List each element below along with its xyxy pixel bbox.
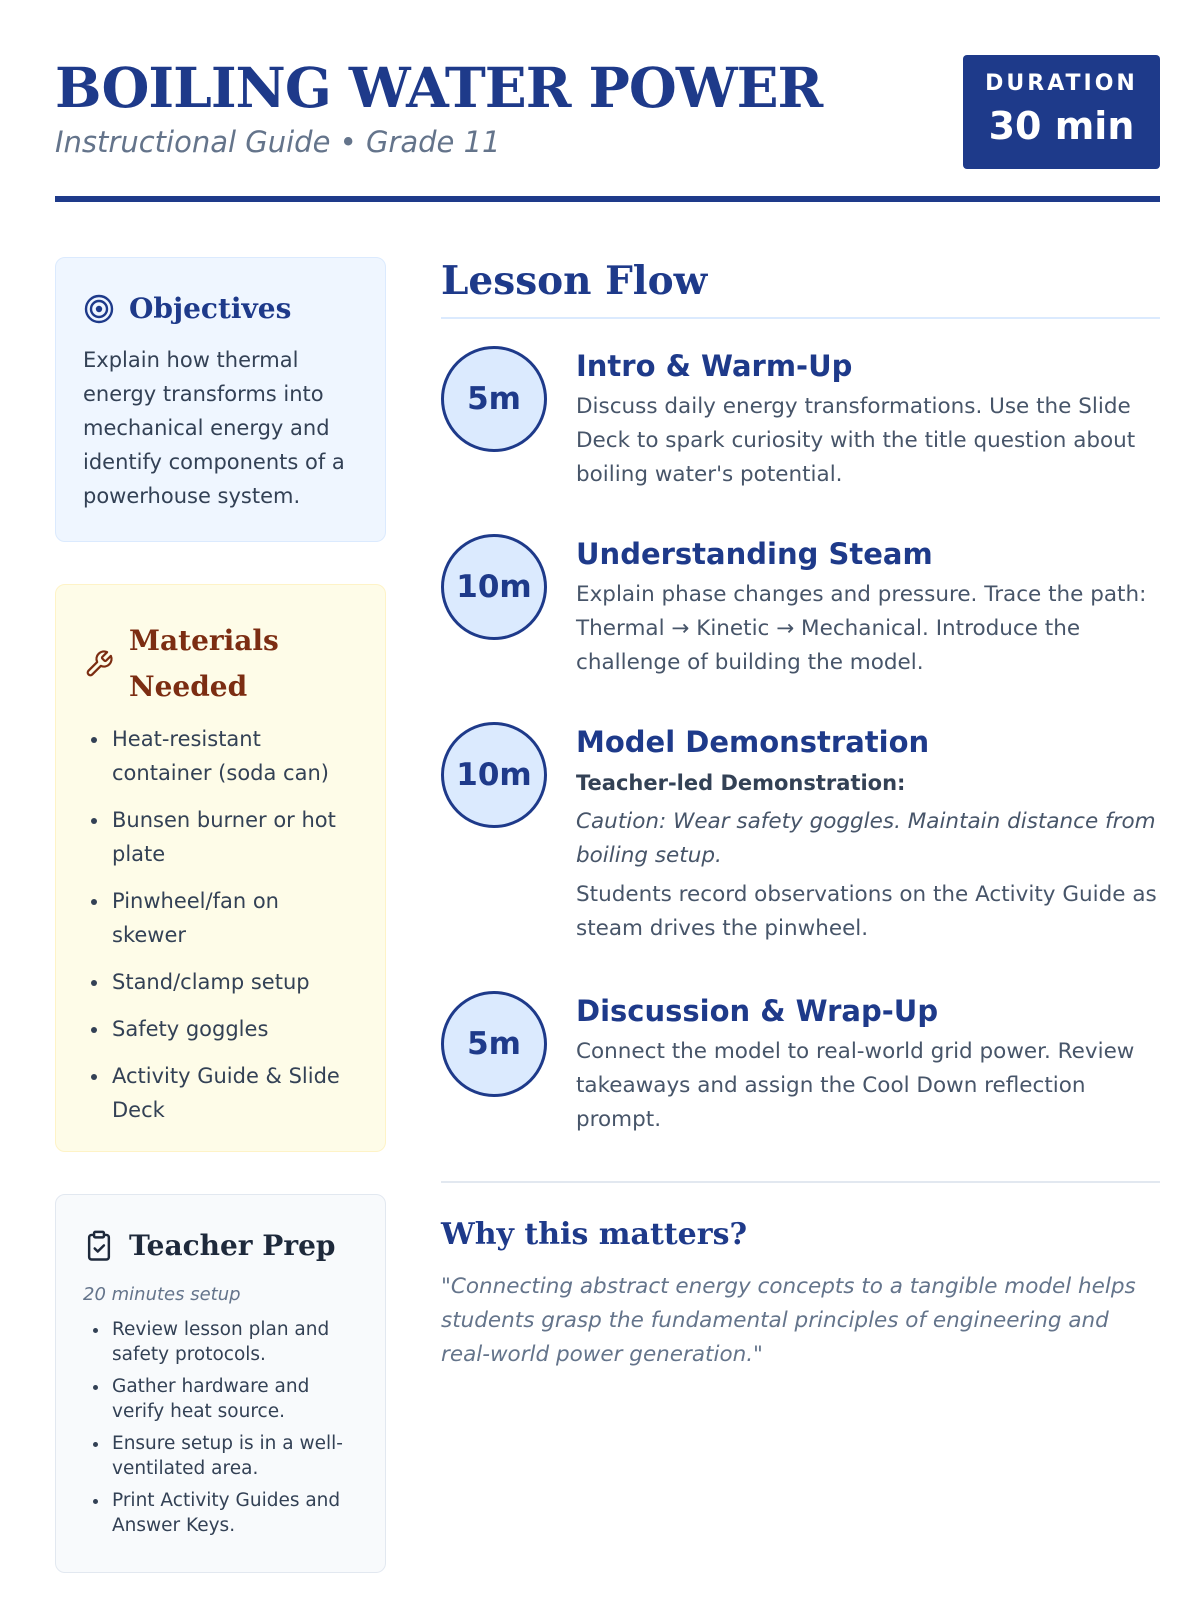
step-text: Explain phase changes and pressure. Trace the path: Thermal → Kinetic → Mechanical. Introduce the challenge of building the model. — [576, 582, 1147, 675]
list-item: • Safety goggles — [110, 1012, 358, 1046]
materials-heading: Materials Needed — [129, 624, 279, 703]
wrench-icon — [83, 648, 115, 680]
lesson-flow-header — [441, 258, 1160, 304]
target-icon — [83, 293, 115, 325]
prep-setup-time: 20 minutes setup — [83, 1284, 241, 1305]
page-subtitle: Instructional Guide • Grade 11 — [55, 125, 501, 159]
objectives-heading-row — [83, 292, 358, 325]
teacher-prep-card — [55, 1194, 386, 1573]
step-body — [576, 346, 1160, 492]
step-subheading: Teacher-led Demonstration: — [576, 771, 906, 795]
step-time-badge: 5m — [441, 346, 547, 452]
step-caution: Caution: Wear safety goggles. Maintain distance from boiling setup. — [576, 809, 1156, 868]
list-item: • Heat-resistant container (soda can) — [110, 722, 358, 790]
objectives-text: Explain how thermal energy transforms into mechanical energy and identify components of a powerhouse system. — [83, 348, 345, 508]
materials-heading-row — [83, 618, 358, 710]
lesson-flow-divider — [441, 317, 1160, 319]
step-note: Students record observations on the Activity Guide as steam drives the pinwheel. — [576, 882, 1157, 941]
list-item: • Review lesson plan and safety protocols. — [110, 1317, 358, 1367]
clipboard-check-icon — [83, 1230, 115, 1262]
step-text: Discuss daily energy transformations. Use the Slide Deck to spark curiosity with the title question about boiling water's potential. — [576, 394, 1136, 487]
step-body — [576, 991, 1160, 1137]
objectives-card — [55, 257, 386, 542]
list-item: • Pinwheel/fan on skewer — [110, 884, 358, 952]
list-item: • Stand/clamp setup — [110, 965, 358, 999]
step-title: Understanding Steam — [576, 537, 933, 571]
step-time-badge: 10m — [441, 722, 547, 828]
list-item: • Bunsen burner or hot plate — [110, 803, 358, 871]
materials-card — [55, 584, 386, 1152]
objectives-heading: Objectives — [129, 292, 292, 325]
why-quote: "Connecting abstract energy concepts to a tangible model helps students grasp the fundamental principles of engineering and real-world power generation." — [441, 1274, 1136, 1367]
materials-list — [110, 722, 358, 1127]
list-item: • Gather hardware and verify heat source. — [110, 1374, 358, 1424]
duration-value: 30 min — [988, 104, 1135, 148]
why-heading: Why this matters? — [441, 1217, 748, 1252]
page-header — [55, 55, 1160, 205]
duration-box — [963, 55, 1160, 169]
list-item: • Activity Guide & Slide Deck — [110, 1059, 358, 1127]
prep-heading: Teacher Prep — [129, 1229, 336, 1262]
why-divider — [441, 1181, 1160, 1183]
step-body — [576, 722, 1160, 946]
header-divider — [55, 196, 1160, 202]
prep-heading-row — [83, 1229, 358, 1262]
lesson-flow-heading: Lesson Flow — [441, 258, 708, 304]
step-title: Model Demonstration — [576, 725, 930, 759]
list-item: • Ensure setup is in a well-ventilated area. — [110, 1431, 358, 1481]
step-time-badge: 10m — [441, 534, 547, 640]
step-title: Discussion & Wrap-Up — [576, 994, 939, 1028]
step-text: Connect the model to real-world grid power. Review takeaways and assign the Cool Down reflection prompt. — [576, 1039, 1135, 1132]
step-body — [576, 534, 1160, 680]
list-item: • Print Activity Guides and Answer Keys. — [110, 1488, 358, 1538]
duration-label: DURATION — [985, 71, 1138, 96]
step-title: Intro & Warm-Up — [576, 349, 853, 383]
step-time-badge: 5m — [441, 991, 547, 1097]
prep-list — [110, 1317, 358, 1538]
page-title: BOILING WATER POWER — [55, 55, 823, 120]
